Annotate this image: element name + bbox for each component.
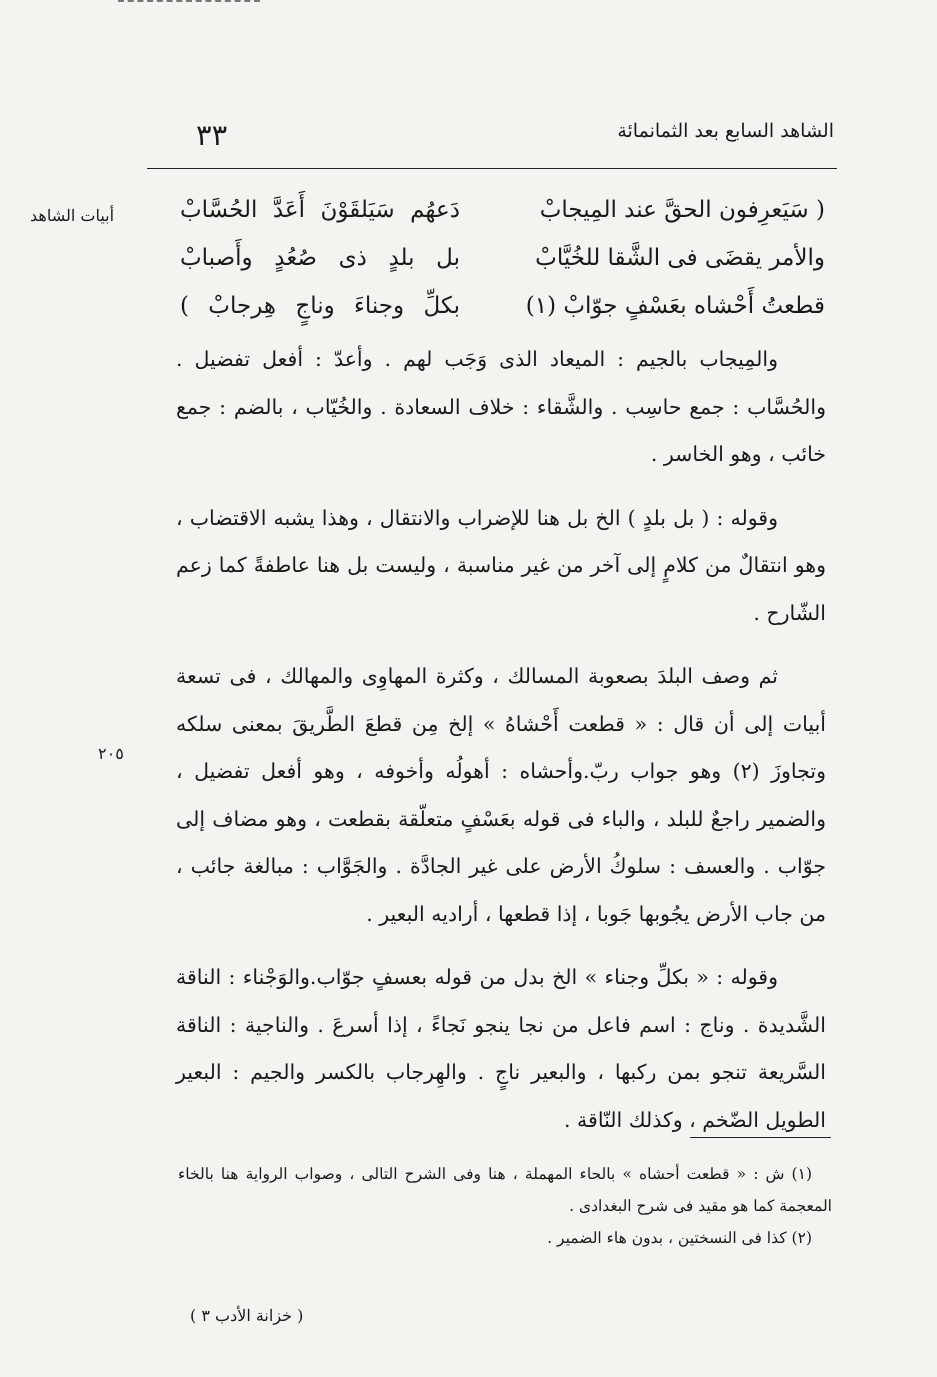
running-title: الشاهد السابع بعد الثمانمائة bbox=[617, 120, 834, 142]
verse-line bbox=[180, 234, 825, 282]
paragraph: ثم وصف البلدَ بصعوبة المسالك ، وكثرة المهاوِى والمهالك ، فى تسعة أبيات إلى أن قال : « قطعت أَحْشاهُ » إلخ مِن قطعَ الطَّريقَ بمعنى سلكه وتجاوزَ (٢) وهو جواب ربّ.وأحشاه : أهولُه وأخوفه ، وهو أفعل تفضيل ، والضمير راجعٌ للبلد ، والباء فى قوله بعَسْفٍ متعلّقة بقطعت ، وهو مضاف إلى جوّاب . والعسف : سلوكُ الأرض على غير الجادَّة . والجَوَّاب : مبالغة جائب ، من جاب الأرض يجُوبها جَوبا ، إذا قطعها ، أراديه البعير . bbox=[176, 664, 827, 926]
footnote-rule bbox=[690, 1137, 831, 1138]
page-header bbox=[160, 114, 834, 154]
top-scan-mark bbox=[118, 0, 260, 2]
verse-line bbox=[180, 186, 825, 234]
verse-second-hemistich: دَعهُم سَيَلقَوْنَ أَعَدَّ الحُسَّابْ bbox=[180, 197, 460, 223]
signature-mark: ( خزانة الأدب ٣ ) bbox=[190, 1306, 304, 1325]
paragraph: وقوله : ( بل بلدٍ ) الخ بل هنا للإضراب والانتقال ، وهذا يشبه الاقتضاب ، وهو انتقالٌ من كلامٍ إلى آخر من غير مناسبة ، وليست بل هنا عاطفةً كما زعم الشّارح . bbox=[176, 505, 826, 625]
header-rule bbox=[147, 168, 837, 169]
page-number: ٣٣ bbox=[196, 118, 228, 152]
margin-label: أبيات الشاهد bbox=[30, 206, 115, 225]
footnote: (٢) كذا فى النسختين ، بدون هاء الضمير . bbox=[547, 1229, 812, 1247]
verse-first-hemistich: قطعتُ أَحْشاه بعَسْفٍ جوّابْ (١) bbox=[525, 293, 825, 319]
paragraph: والمِيجاب بالجيم : الميعاد الذى وَجَب لهم . وأعدّ : أفعل تفضيل . والحُسَّاب : جمع حاسِب . والشَّقاء : خلاف السعادة . والخُيّاب ، بالضم : جمع خائب ، وهو الخاسر . bbox=[176, 347, 826, 466]
footnotes bbox=[178, 1158, 832, 1254]
footnote: (١) ش : « قطعت أحشاه » بالحاء المهملة ، هنا وفى الشرح التالى ، وصواب الرواية هنا بالخاء المعجمة كما هو مقيد فى شرح البغدادى . bbox=[178, 1165, 832, 1215]
verse-second-hemistich: بكلِّ وجناءَ وناجٍ هِرجابْ ) bbox=[180, 293, 460, 319]
paragraph: وقوله : « بكلِّ وجناء » الخ بدل من قوله بعسفٍ جوّاب.والوَجْناء : الناقة الشَّديدة . وناج : اسم فاعل من نجا ينجو نَجاءً ، إذا أسرعَ . والناجية : الناقة السَّريعة تنجو بمن ركبها ، والبعير ناجٍ . والهِرجاب بالكسر والجيم : البعير الطويل الضّخم ، وكذلك النّاقة . bbox=[176, 965, 826, 1132]
margin-number: ٢٠٥ bbox=[98, 744, 124, 763]
verse-first-hemistich: والأمر يقضَى فى الشَّقا للخُيَّابْ bbox=[535, 245, 825, 271]
verse-first-hemistich: ( سَيَعرِفون الحقَّ عند المِيجابْ bbox=[539, 197, 825, 223]
commentary-body bbox=[176, 336, 826, 1160]
verse-line bbox=[180, 282, 825, 330]
verse-second-hemistich: بل بلدٍ ذى صُعُدٍ وأَصبابْ bbox=[180, 245, 460, 271]
verses-block bbox=[180, 186, 825, 330]
